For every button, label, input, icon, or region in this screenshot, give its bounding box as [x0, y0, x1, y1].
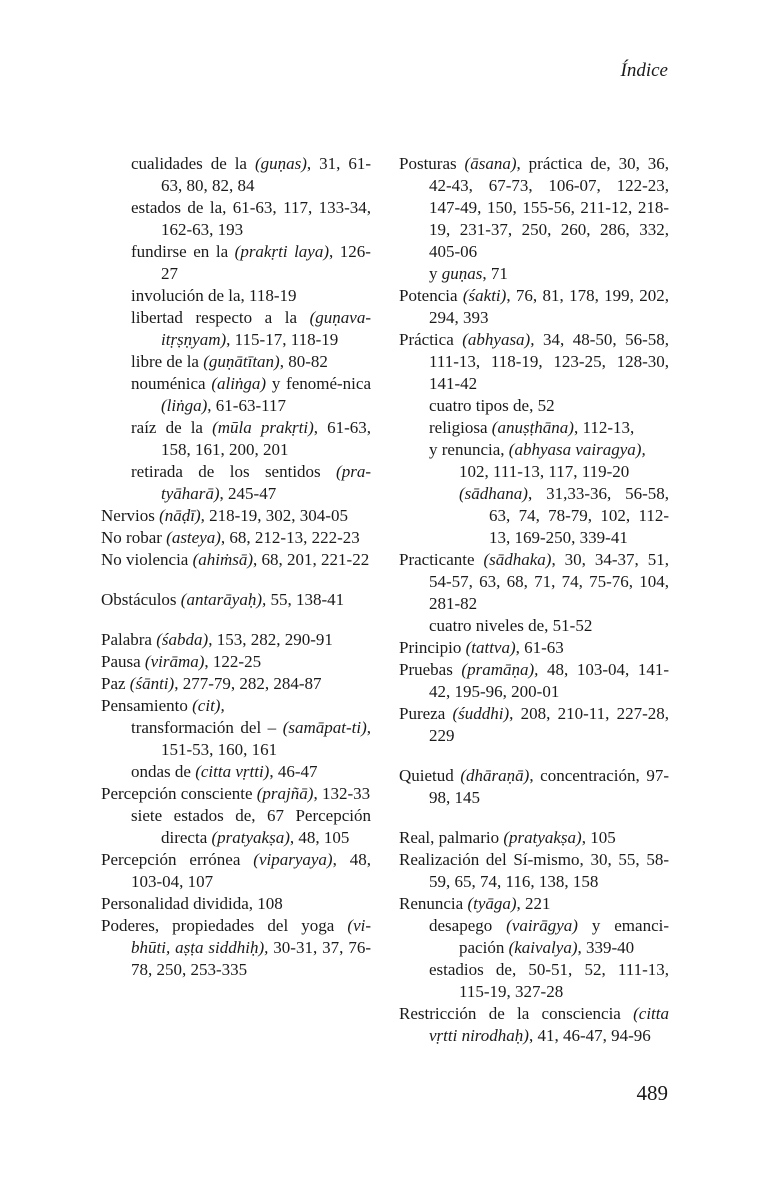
index-entry: Pureza (śuddhi), 208, 210-11, 227-28, 229 — [399, 704, 669, 745]
index-entry: Pensamiento (cit), — [101, 696, 225, 715]
index-entry: Real, palmario (pratyakṣa), 105 — [399, 828, 616, 847]
index-entry: Practicante (sādhaka), 30, 34-37, 51, 54-57, 63, 68, 71, 74, 75-76, 104, 281-82 — [399, 550, 670, 613]
index-entry: Restricción de la consciencia (citta vṛtti nirodhaḥ), 41, 46-47, 94-96 — [399, 1004, 669, 1045]
index-entry: Percepción consciente (prajñā), 132-33 — [101, 784, 371, 803]
index-subentry: siete estados de, 67 Percepción directa (pratyakṣa), 48, 105 — [131, 806, 371, 847]
running-header: Índice — [620, 60, 668, 81]
index-entry: No robar (asteya), 68, 212-13, 222-23 — [101, 528, 360, 547]
index-subentry: (sādhana), 31,33-36, 56-58, 63, 74, 78-79, 102, 112-13, 169-250, 339-41 — [459, 484, 669, 547]
index-subentry: y renuncia, (abhyasa vairagya), — [429, 440, 646, 459]
index-subentry: cualidades de la (guṇas), 31, 61-63, 80, 82, 84 — [131, 154, 371, 195]
index-subentry: raíz de la (mūla prakṛti), 61-63, 158, 161, 200, 201 — [131, 418, 372, 459]
index-entry: Realización del Sí-mismo, 30, 55, 58-59, 65, 74, 116, 138, 158 — [399, 850, 669, 891]
index-subentry: estados de la, 61-63, 117, 133-34, 162-63, 193 — [131, 198, 371, 239]
index-column-right — [399, 153, 669, 1047]
section-gap — [101, 571, 371, 589]
index-entry: Pausa (virāma), 122-25 — [101, 652, 262, 671]
index-entry: Palabra (śabda), 153, 282, 290-91 — [101, 630, 333, 649]
index-entry: Pruebas (pramāṇa), 48, 103-04, 141-42, 195-96, 200-01 — [399, 660, 669, 701]
index-subentry: desapego (vairāgya) y emanci-pación (kaivalya), 339-40 — [429, 916, 669, 957]
index-column-left — [101, 153, 371, 981]
index-subentry: retirada de los sentidos (pra-tyāharā), 245-47 — [131, 462, 371, 503]
index-subentry: 102, 111-13, 117, 119-20 — [459, 462, 630, 481]
index-subentry: cuatro tipos de, 52 — [429, 396, 555, 415]
index-subentry: cuatro niveles de, 51-52 — [429, 616, 593, 635]
index-entry: Obstáculos (antarāyaḥ), 55, 138-41 — [101, 590, 345, 609]
index-entry: Percepción errónea (viparyaya), 48, 103-04, 107 — [101, 850, 371, 891]
index-entry: No violencia (ahiṁsā), 68, 201, 221-22 — [101, 550, 370, 569]
index-subentry: estadios de, 50-51, 52, 111-13, 115-19, 327-28 — [429, 960, 669, 1001]
index-entry: Práctica (abhyasa), 34, 48-50, 56-58, 111-13, 118-19, 123-25, 128-30, 141-42 — [399, 330, 669, 393]
section-gap — [101, 611, 371, 629]
page-number: 489 — [636, 1081, 668, 1105]
index-subentry: y guṇas, 71 — [429, 264, 508, 283]
index-subentry: libre de la (guṇātītan), 80-82 — [131, 352, 328, 371]
index-entry: Renuncia (tyāga), 221 — [399, 894, 551, 913]
index-entry: Quietud (dhāraṇā), concentración, 97-98, 145 — [399, 766, 669, 807]
index-subentry: nouménica (aliṅga) y fenomé-nica (liṅga), 61-63-117 — [131, 374, 371, 415]
section-gap — [399, 809, 669, 827]
index-subentry: religiosa (anuṣṭhāna), 112-13, — [429, 418, 635, 437]
index-entry: Nervios (nāḍī), 218-19, 302, 304-05 — [101, 506, 348, 525]
index-subentry: involución de la, 118-19 — [131, 286, 297, 305]
index-subentry: transformación del – (samāpat-ti), 151-53, 160, 161 — [131, 718, 371, 759]
index-entry: Personalidad dividida, 108 — [101, 894, 283, 913]
index-entry: Posturas (āsana), práctica de, 30, 36, 42-43, 67-73, 106-07, 122-23, 147-49, 150, 155-56, 211-12, 218-19, 231-37, 250, 260, 286, 332, 405-06 — [399, 154, 669, 261]
section-gap — [399, 747, 669, 765]
index-entry: Paz (śānti), 277-79, 282, 284-87 — [101, 674, 322, 693]
index-entry: Principio (tattva), 61-63 — [399, 638, 564, 657]
index-subentry: libertad respecto a la (guṇava-itṛṣṇyam), 115-17, 118-19 — [131, 308, 371, 349]
index-entry: Poderes, propiedades del yoga (vi-bhūti, aṣṭa siddhiḥ), 30-31, 37, 76-78, 250, 253-335 — [101, 916, 371, 979]
index-subentry: ondas de (citta vṛtti), 46-47 — [131, 762, 318, 781]
index-entry: Potencia (śakti), 76, 81, 178, 199, 202, 294, 393 — [399, 286, 669, 327]
index-subentry: fundirse en la (prakṛti laya), 126-27 — [131, 242, 371, 283]
